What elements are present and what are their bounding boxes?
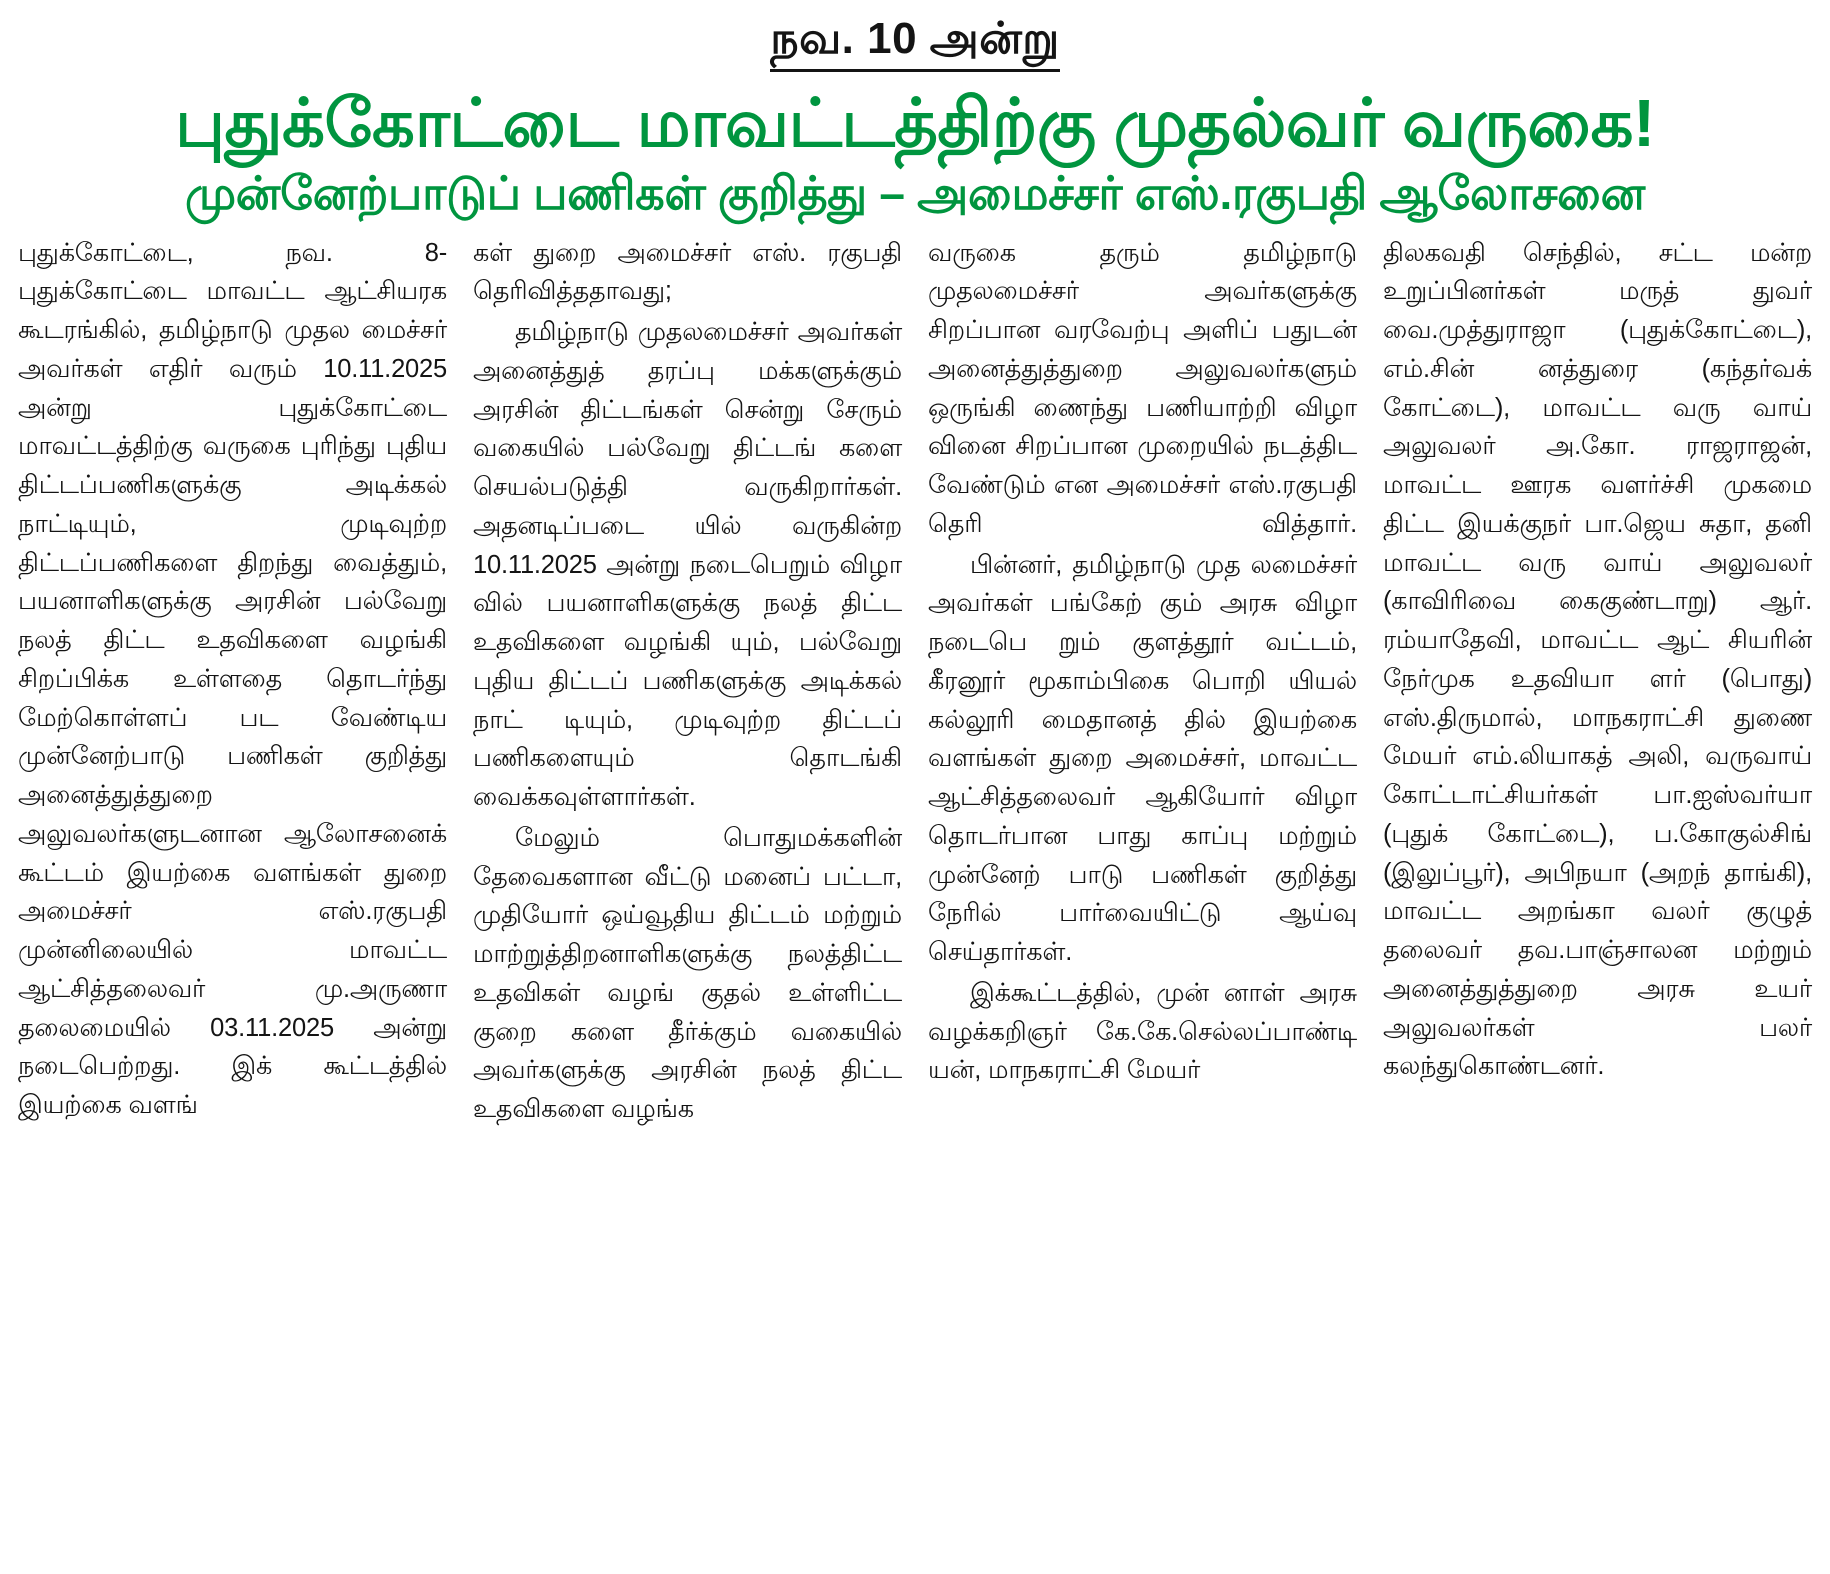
kicker-container xyxy=(18,14,1812,72)
article-headline: புதுக்கோட்டை மாவட்டத்திற்கு முதல்வர் வருகை! xyxy=(175,85,1655,161)
paragraph: கள் துறை அமைச்சர் எஸ். ரகுபதி தெரிவித்ததாவது; xyxy=(473,238,902,306)
paragraph: புதுக்கோட்டை, நவ. 8- புதுக்கோட்டை மாவட்ட ஆட்சியரக கூடரங்கில், தமிழ்நாடு முதல மைச்சர் அவர்கள் எதிர் வரும் 10.11.2025 அன்று புதுக்கோட்டை மாவட்டத்திற்கு வருகை புரிந்து புதிய திட்டப்பணிகளுக்கு அடிக்கல் நாட்டியும், முடிவுற்ற திட்டப்பணிகளை திறந்து வைத்தும், பயனாளிகளுக்கு அரசின் பல்வேறு நலத் திட்ட உதவிகளை வழங்கி சிறப்பிக்க உள்ளதை தொடர்ந்து மேற்கொள்ளப் பட வேண்டிய முன்னேற்பாடு பணிகள் குறித்து அனைத்துத்துறை அலுவலர்களுடனான ஆலோசனைக் கூட்டம் இயற்கை வளங்கள் துறை அமைச்சர் எஸ்.ரகுபதி முன்னிலையில் மாவட்ட ஆட்சித்தலைவர் மு.அருணா தலைமையில் 03.11.2025 அன்று நடைபெற்றது. இக் கூட்டத்தில் இயற்கை வளங் xyxy=(18,238,447,1120)
article-column-4 xyxy=(1383,234,1812,1087)
paragraph: மேலும் பொதுமக்களின் தேவைகளான வீட்டு மனைப் பட்டா, முதியோர் ஒய்வூதிய திட்டம் மற்றும் மாற்றுத்திறனாளிகளுக்கு நலத்திட்ட உதவிகள் வழங் குதல் உள்ளிட்ட குறை களை தீர்க்கும் வகையில் அவர்களுக்கு அரசின் நலத் திட்ட உதவிகளை வழங்க xyxy=(473,823,902,1124)
paragraph: இக்கூட்டத்தில், முன் னாள் அரசு வழக்கறிஞர் கே.கே.செல்லப்பாண்டி யன், மாநகராட்சி மேயர் xyxy=(928,978,1357,1085)
article-subheadline: முன்னேற்பாடுப் பணிகள் குறித்து – அமைச்சர் எஸ்.ரகுபதி ஆலோசனை xyxy=(185,166,1645,219)
article-column-1 xyxy=(18,234,447,1125)
paragraph: பின்னர், தமிழ்நாடு முத லமைச்சர் அவர்கள் பங்கேற் கும் அரசு விழா நடைபெ றும் குளத்தூர் வட்டம், கீரனூர் மூகாம்பிகை பொறி யியல் கல்லூரி மைதானத் தில் இயற்கை வளங்கள் துறை அமைச்சர், மாவட்ட ஆட்சித்தலைவர் ஆகியோர் விழா தொடர்பான பாது காப்பு மற்றும் முன்னேற் பாடு பணிகள் குறித்து நேரில் பார்வையிட்டு ஆய்வு செய்தார்கள். xyxy=(928,550,1357,967)
article-column-3 xyxy=(928,234,1357,1091)
article-body-columns xyxy=(18,234,1812,1129)
paragraph: வருகை தரும் தமிழ்நாடு முதலமைச்சர் அவர்களுக்கு சிறப்பான வரவேற்பு அளிப் பதுடன் அனைத்துத்துறை அலுவலர்களும் ஒருங்கி ணைந்து பணியாற்றி விழா வினை சிறப்பான முறையில் நடத்திட வேண்டும் என அமைச்சர் எஸ்.ரகுபதி தெரி வித்தார். xyxy=(928,238,1357,538)
paragraph: திலகவதி செந்தில், சட்ட மன்ற உறுப்பினர்கள் மருத் துவர் வை.முத்துராஜா (புதுக்கோட்டை), எம்.சின் னத்துரை (கந்தர்வக் கோட்டை), மாவட்ட வரு வாய் அலுவலர் அ.கோ. ராஜராஜன், மாவட்ட ஊரக வளர்ச்சி முகமை திட்ட இயக்குநர் பா.ஜெய சுதா, தனி மாவட்ட வரு வாய் அலுவலர் (காவிரிவை கைகுண்டாறு) ஆர். ரம்யாதேவி, மாவட்ட ஆட் சியரின் நேர்முக உதவியா ளர் (பொது) எஸ்.திருமால், மாநகராட்சி துணை மேயர் எம்.லியாகத் அலி, வருவாய் கோட்டாட்சியர்கள் பா.ஐஸ்வர்யா (புதுக் கோட்டை), ப.கோகுல்சிங் (இலுப்பூர்), அபிநயா (அறந் தாங்கி), மாவட்ட அறங்கா வலர் குழுத் தலைவர் தவ.பாஞ்சாலன மற்றும் அனைத்துத்துறை அரசு உயர் அலுவலர்கள் பலர் கலந்துகொண்டனர். xyxy=(1383,238,1812,1081)
paragraph: தமிழ்நாடு முதலமைச்சர் அவர்கள் அனைத்துத் தரப்பு மக்களுக்கும் அரசின் திட்டங்கள் சென்று சேரும் வகையில் பல்வேறு திட்டங் களை செயல்படுத்தி வருகிறார்கள். அதனடிப்படை யில் வருகின்ற 10.11.2025 அன்று நடைபெறும் விழா வில் பயனாளிகளுக்கு நலத் திட்ட உதவிகளை வழங்கி யும், பல்வேறு புதிய திட்டப் பணிகளுக்கு அடிக்கல் நாட் டியும், முடிவுற்ற திட்டப் பணிகளையும் தொடங்கி வைக்கவுள்ளார்கள். xyxy=(473,318,902,812)
article-kicker: நவ. 10 அன்று xyxy=(770,14,1059,72)
article-column-2 xyxy=(473,234,902,1129)
